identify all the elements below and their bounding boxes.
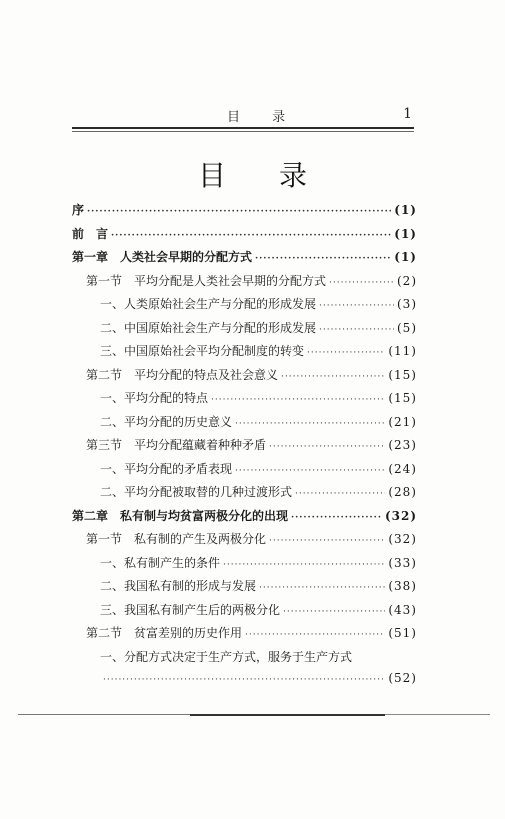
dot-leader [103,675,385,685]
toc-entry [72,483,417,507]
toc-entry-page: (2) [397,273,417,288]
dot-leader [111,231,391,241]
footer-rule-middle [190,714,385,716]
toc-entry-page: (15) [388,391,417,405]
toc-entry-page: (1) [394,250,417,264]
toc-entry [72,507,417,531]
toc-entry [72,671,417,695]
toc-entry [72,577,417,601]
toc-entry [72,201,417,225]
dot-leader [235,419,385,429]
toc-entry [72,389,417,413]
toc-entry-label: 一、平均分配的特点 [100,391,209,405]
toc-entry-page: (33) [388,555,417,570]
toc-entry-label: 一、人类原始社会生产与分配的形成发展 [100,297,317,311]
toc-entry-page: (38) [388,579,417,593]
toc-entry-label: 二、我国私有制的形成与发展 [100,579,257,593]
footer-rule-right [385,714,490,715]
dot-leader [281,372,385,382]
toc-entry-label: 第二节 贫富差别的历史作用 [86,626,243,640]
toc-entry [72,319,417,343]
toc-entry [72,624,417,648]
dot-leader [255,254,391,264]
toc-entry [72,413,417,437]
toc-entry-label: 第一节 私有制的产生及两极分化 [86,532,267,546]
toc-entry-label: 二、平均分配被取替的几种过渡形式 [100,485,293,499]
toc-entry [72,460,417,484]
toc-entry-page: (52) [388,671,417,685]
toc-entry [72,366,417,390]
table-of-contents [72,201,417,695]
toc-entry [72,342,417,366]
toc-title: 目 录 [198,159,329,192]
dot-leader [329,278,394,288]
dot-leader [269,536,385,546]
toc-entry [72,554,417,578]
toc-entry-label: 第三节 平均分配蕴藏着种种矛盾 [86,438,267,452]
toc-entry-label: 三、我国私有制产生后的两极分化 [100,602,281,617]
toc-entry-label: 序 [72,203,85,217]
dot-leader [223,560,385,570]
header-rule-thin [72,131,414,132]
toc-entry-label: 第一章 人类社会早期的分配方式 [72,250,253,264]
footer-rule-left [18,714,198,715]
toc-entry-label: 二、平均分配的历史意义 [100,414,233,429]
dot-leader [319,301,394,311]
dot-leader [211,395,385,405]
toc-entry-label: 一、私有制产生的条件 [100,555,221,570]
toc-entry-label: 一、平均分配的矛盾表现 [100,461,233,476]
toc-entry-page: (15) [388,367,417,382]
dot-leader [87,207,391,217]
dot-leader [245,630,385,640]
dot-leader [235,466,385,476]
toc-entry-label: 第一节 平均分配是人类社会早期的分配方式 [86,273,327,288]
toc-entry [72,530,417,554]
toc-entry-page: (1) [394,203,417,217]
header-rule [72,127,414,129]
toc-entry-page: (32) [388,532,417,546]
dot-leader [307,348,385,358]
toc-entry-page: (3) [397,297,417,311]
toc-entry-label: 二、中国原始社会生产与分配的形成发展 [100,320,317,335]
toc-entry-page: (24) [388,461,417,476]
toc-entry [72,225,417,249]
running-title: 目 录 [227,110,300,125]
toc-entry [72,601,417,625]
toc-entry-page: (23) [388,438,417,452]
toc-entry-page: (43) [388,602,417,617]
toc-entry [72,272,417,296]
toc-entry [72,436,417,460]
toc-entry-label: 第二章 私有制与均贫富两极分化的出现 [72,508,289,523]
dot-leader [295,489,385,499]
page-number: 1 [403,106,412,122]
toc-entry [72,648,417,672]
dot-leader [319,325,394,335]
toc-entry-label: 一、分配方式决定于生产方式，服务于生产方式 [100,649,353,664]
toc-entry-page: (11) [388,344,417,358]
toc-entry-label: 前 言 [72,226,109,241]
running-header [72,106,412,126]
toc-entry-page: (21) [388,414,417,429]
toc-entry-label: 三、中国原始社会平均分配制度的转变 [100,344,305,358]
toc-entry-page: (51) [388,626,417,640]
toc-entry-page: (1) [394,226,417,241]
toc-entry-label: 第二节 平均分配的特点及社会意义 [86,367,279,382]
toc-entry [72,295,417,319]
dot-leader [291,513,382,523]
toc-entry-page: (5) [397,320,417,335]
toc-entry-page: (28) [388,485,417,499]
toc-entry-page: (32) [384,508,417,523]
toc-entry [72,248,417,272]
dot-leader [283,607,385,617]
dot-leader [269,442,385,452]
dot-leader [259,583,385,593]
